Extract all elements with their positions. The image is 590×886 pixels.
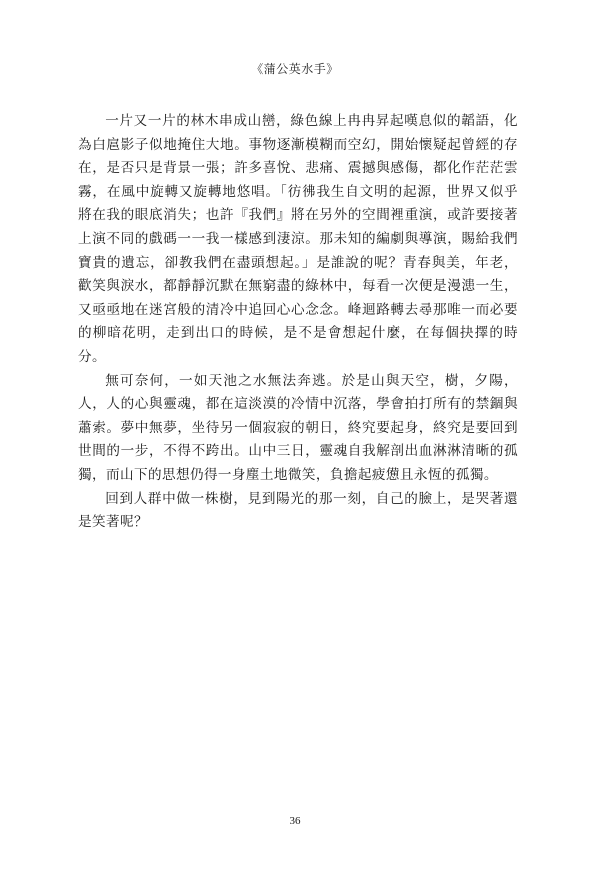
paragraph: 回到人群中做一株樹，見到陽光的那一刻，自己的臉上，是哭著還是笑著呢？ (78, 490, 518, 531)
paragraph: 一片又一片的林木串成山巒，綠色線上冉冉昇起嘆息似的韜語，化為白扈影子似地掩住大地。事物逐漸模糊而空幻，開始懷疑起曾經的存在，是否只是背景一張；許多喜悅、悲痛、震撼與感傷，都化作茫茫雲霧，在風中旋轉又旋轉地悠唱。「彷彿我生自文明的起源，世界又似乎將在我的眼底消失；也許『我們』將在另外的空間裡重演，或許要接著上演不同的戲碼一一我一樣感到淒涼。那未知的編劇與導演，賜給我們寶貴的遺忘，卻教我們在盡頭想起。」是誰說的呢？青春與美，年老，歡笑與淚水，都靜靜沉默在無窮盡的綠林中，每看一次便是漫漶一生，又亟亟地在迷宮般的清冷中追回心心念念。峰迴路轉去尋那唯一而必要的柳暗花明，走到出口的時候，是不是會想起什麼，在每個抉擇的時分。 (78, 113, 518, 365)
running-header-title: 《蒲公英水手》 (251, 62, 339, 76)
page-number: 36 (289, 815, 301, 827)
paragraph: 無可奈何，一如天池之水無法奔逃。於是山與天空，樹，夕陽，人，人的心與靈魂，都在這淡漠的冷情中沉落，學會拍打所有的禁錮與蕭索。夢中無夢，坐待另一個寂寂的朝日，終究要起身，終究是要回到世間的一步，不得不跨出。山中三日，靈魂自我解剖出血淋淋清晰的孤獨，而山下的思想仍得一身塵土地微笑，負擔起疲憊且永恆的孤獨。 (78, 372, 518, 483)
body-text (78, 110, 518, 535)
